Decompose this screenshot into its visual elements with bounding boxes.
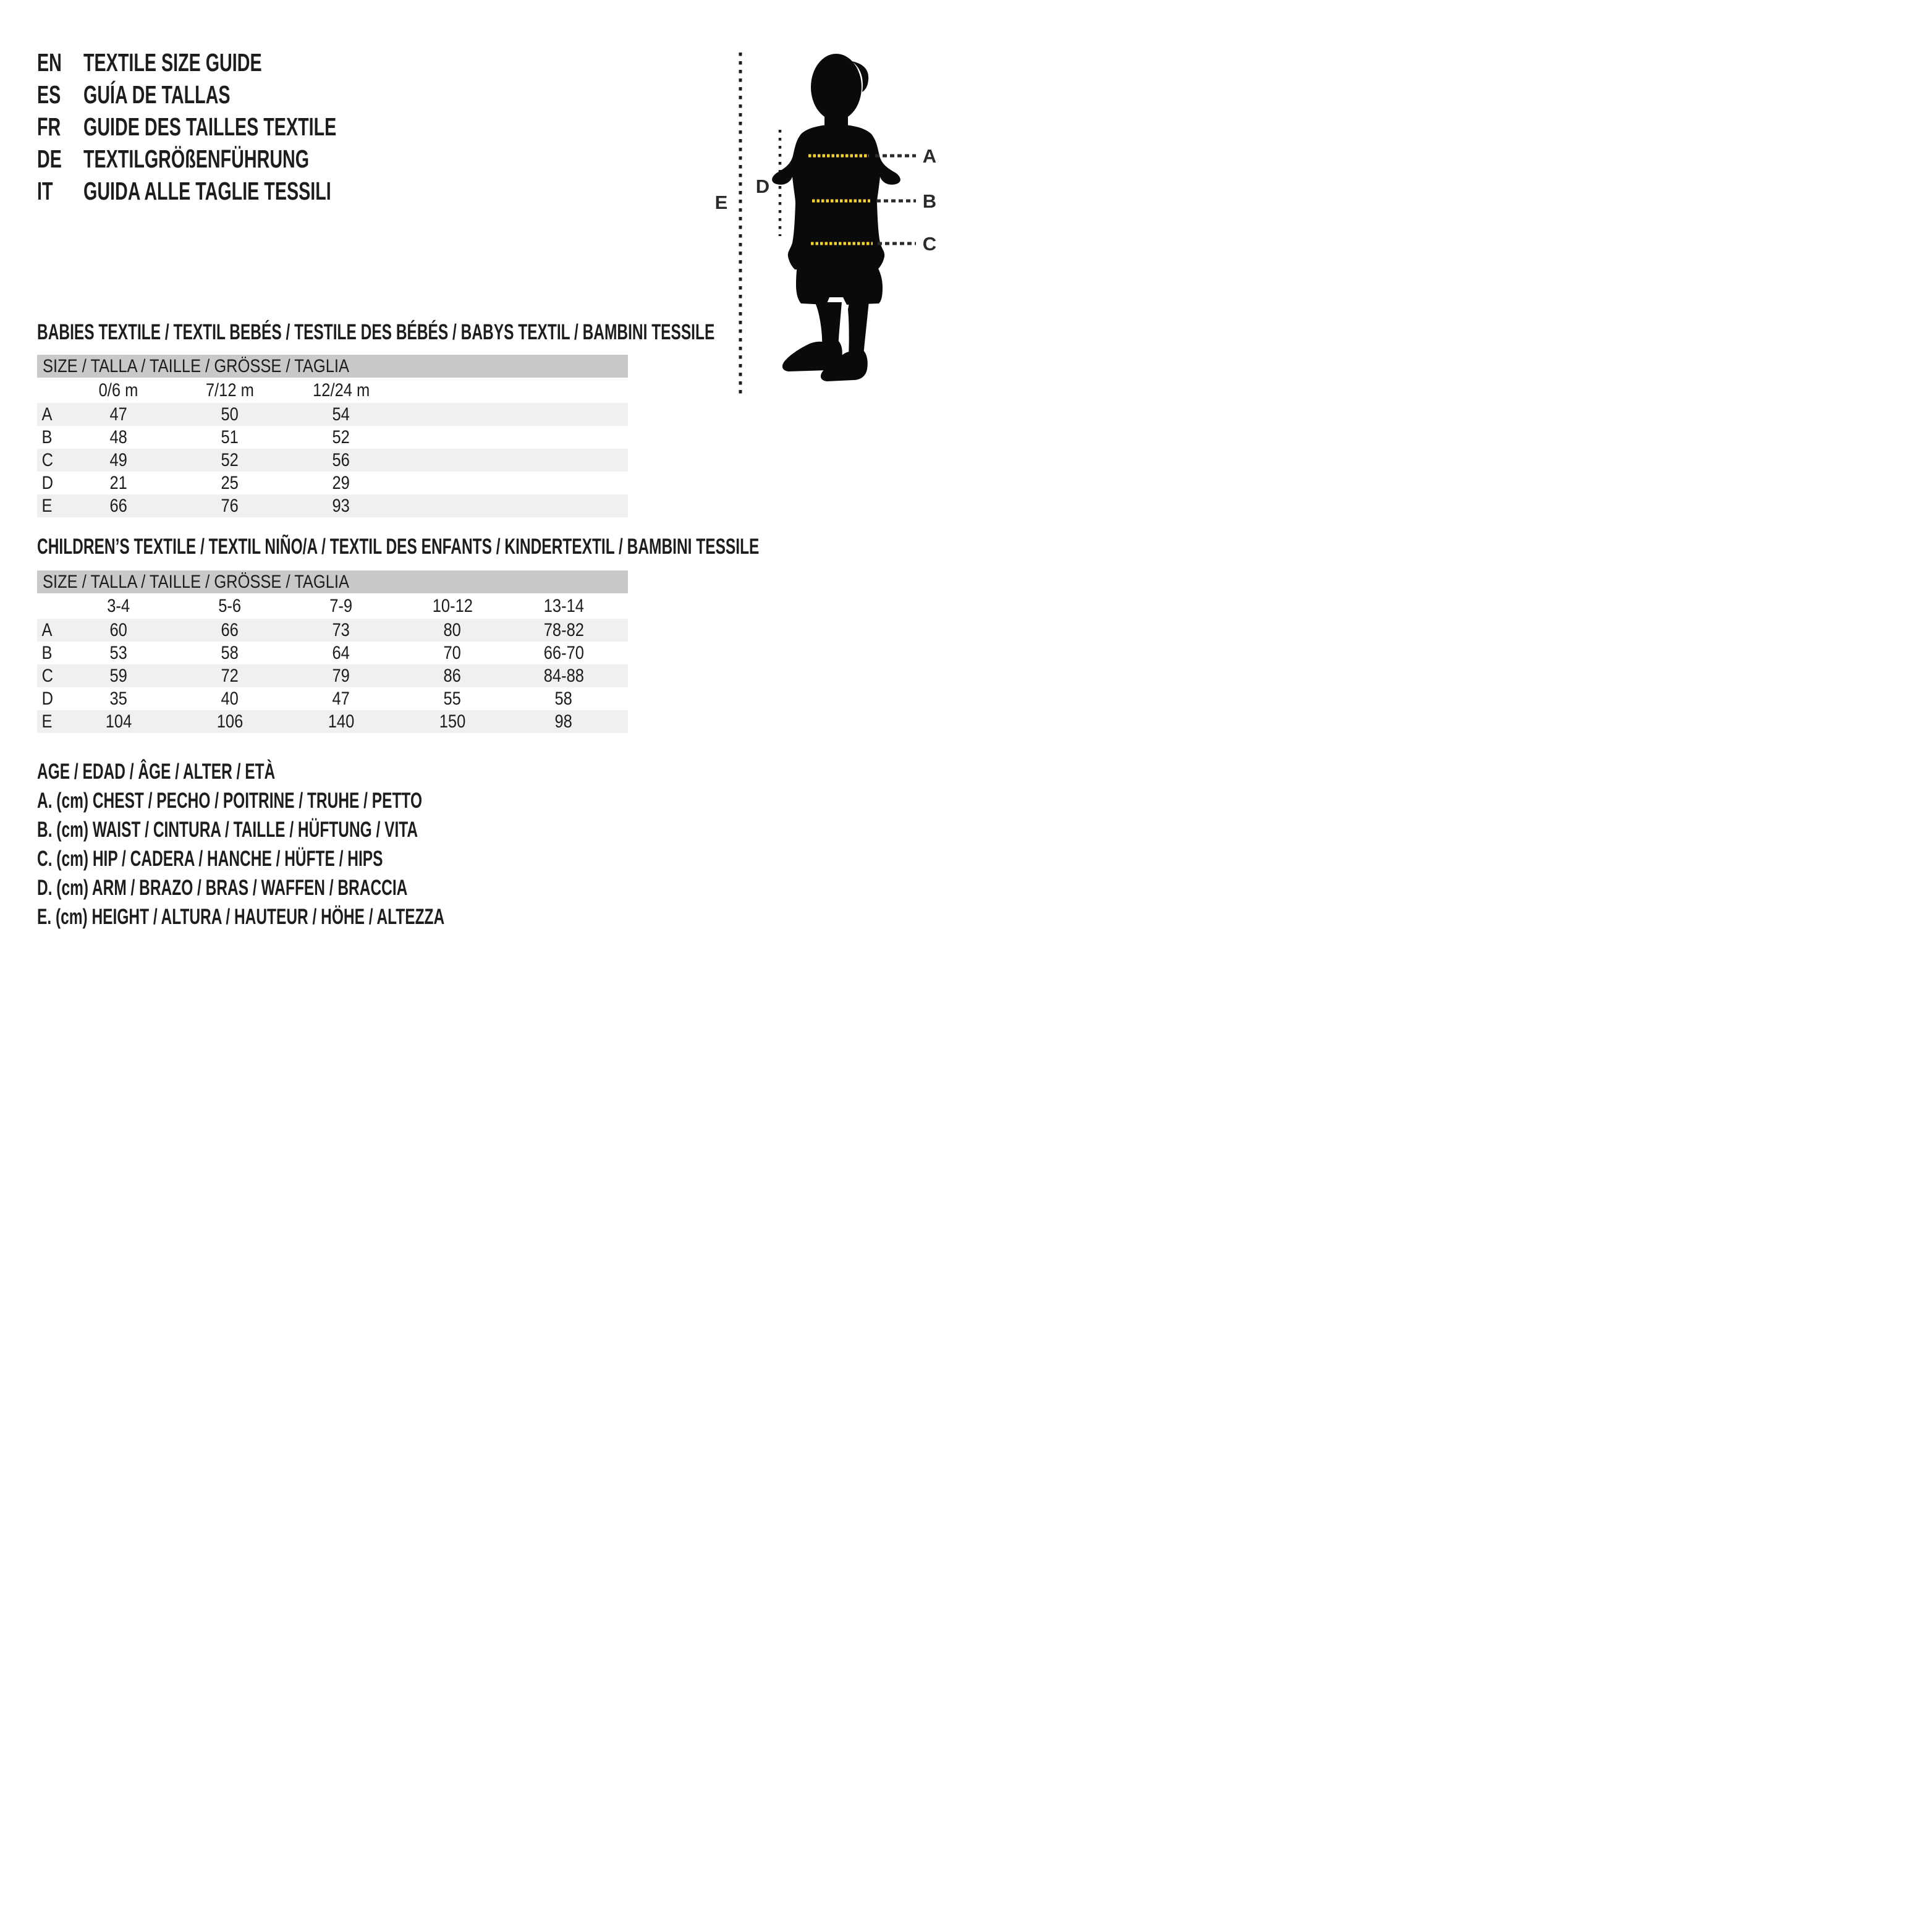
column-header: 10-12 — [432, 595, 473, 616]
lang-code: ES — [37, 80, 61, 109]
legend-arm-line: D. (cm) ARM / BRAZO / BRAS / WAFFEN / BRACCIA — [37, 876, 408, 900]
lang-title: GUÍA DE TALLAS — [83, 80, 231, 109]
silhouette-shorts — [796, 265, 883, 305]
value-cell: 70 — [443, 642, 462, 663]
column-header: 0/6 m — [99, 379, 138, 400]
value-cell: 52 — [332, 426, 350, 447]
lang-row-it — [37, 175, 445, 207]
label-d: D — [755, 176, 770, 197]
value-cell: 72 — [221, 665, 239, 686]
row-label: D — [41, 472, 54, 493]
value-cell: 49 — [109, 449, 128, 470]
column-header: 7/12 m — [206, 379, 254, 400]
legend-waist-line: B. (cm) WAIST / CINTURA / TAILLE / HÜFTUNG / VITA — [37, 818, 418, 842]
value-cell: 47 — [109, 404, 128, 425]
value-cell: 55 — [443, 688, 462, 709]
lang-code: DE — [37, 145, 62, 173]
language-title-block — [37, 46, 445, 207]
table-row — [37, 619, 628, 642]
label-b: B — [922, 190, 937, 212]
value-cell: 40 — [221, 688, 239, 709]
table-row — [37, 664, 628, 687]
row-label: C — [41, 449, 54, 470]
value-cell: 54 — [332, 404, 350, 425]
row-label: E — [41, 495, 53, 516]
value-cell: 66-70 — [543, 642, 584, 663]
lang-title: TEXTILGRÖßENFÜHRUNG — [83, 145, 310, 173]
value-cell: 48 — [109, 426, 128, 447]
lang-title: GUIDE DES TAILLES TEXTILE — [83, 112, 337, 141]
table-row — [37, 642, 628, 664]
children-size-header-bar: SIZE / TALLA / TAILLE / GRÖSSE / TAGLIA — [37, 570, 628, 593]
column-header: 12/24 m — [312, 379, 370, 400]
value-cell: 66 — [221, 619, 239, 640]
value-cell: 106 — [216, 711, 244, 732]
lang-code: FR — [37, 112, 61, 141]
value-cell: 93 — [332, 495, 350, 516]
lang-code: IT — [37, 177, 53, 205]
lang-row-es — [37, 78, 445, 111]
table-row — [37, 472, 628, 494]
value-cell: 78-82 — [543, 619, 584, 640]
children-section-title: CHILDREN’S TEXTILE / TEXTIL NIÑO/A / TEXTIL DES ENFANTS / KINDERTEXTIL / BAMBINI TESSILE — [37, 535, 760, 559]
lang-row-fr — [37, 111, 445, 143]
row-label: E — [41, 711, 53, 732]
value-cell: 84-88 — [543, 665, 584, 686]
babies-section-title: BABIES TEXTILE / TEXTIL BEBÉS / TESTILE DES BÉBÉS / BABYS TEXTIL / BAMBINI TESSILE — [37, 320, 715, 344]
value-cell: 60 — [109, 619, 128, 640]
value-cell: 98 — [554, 711, 573, 732]
lang-code: EN — [37, 48, 62, 77]
value-cell: 52 — [221, 449, 239, 470]
value-cell: 150 — [439, 711, 466, 732]
value-cell: 80 — [443, 619, 462, 640]
lang-row-en — [37, 46, 445, 78]
value-cell: 66 — [109, 495, 128, 516]
table-row — [37, 494, 628, 517]
children-size-table — [37, 570, 628, 733]
value-cell: 64 — [332, 642, 350, 663]
value-cell: 76 — [221, 495, 239, 516]
row-label: A — [41, 619, 53, 640]
lang-title: GUIDA ALLE TAGLIE TESSILI — [83, 177, 331, 205]
row-label: B — [41, 426, 53, 447]
label-c: C — [922, 233, 937, 255]
silhouette-shirt — [772, 124, 900, 269]
value-cell: 53 — [109, 642, 128, 663]
value-cell: 21 — [109, 472, 128, 493]
value-cell: 51 — [221, 426, 239, 447]
value-cell: 58 — [554, 688, 573, 709]
legend-height-line: E. (cm) HEIGHT / ALTURA / HAUTEUR / HÖHE / ALTEZZA — [37, 905, 445, 929]
lang-title: TEXTILE SIZE GUIDE — [83, 48, 262, 77]
label-a: A — [922, 145, 937, 167]
value-cell: 86 — [443, 665, 462, 686]
value-cell: 50 — [221, 404, 239, 425]
table-row — [37, 687, 628, 710]
column-header: 7-9 — [329, 595, 353, 616]
lang-row-de — [37, 143, 445, 175]
column-header: 5-6 — [218, 595, 242, 616]
children-column-header-row — [37, 593, 628, 619]
column-header: 3-4 — [107, 595, 130, 616]
value-cell: 25 — [221, 472, 239, 493]
size-measurement-figure — [705, 34, 966, 412]
value-cell: 47 — [332, 688, 350, 709]
value-cell: 73 — [332, 619, 350, 640]
value-cell: 104 — [105, 711, 132, 732]
table-row — [37, 426, 628, 449]
row-label: B — [41, 642, 53, 663]
table-row — [37, 710, 628, 733]
value-cell: 58 — [221, 642, 239, 663]
label-e: E — [714, 192, 728, 213]
row-label: D — [41, 688, 54, 709]
legend-chest-line: A. (cm) CHEST / PECHO / POITRINE / TRUHE / PETTO — [37, 789, 423, 813]
babies-size-header-bar: SIZE / TALLA / TAILLE / GRÖSSE / TAGLIA — [37, 355, 628, 378]
legend-age-line: AGE / EDAD / ÂGE / ALTER / ETÀ — [37, 760, 276, 784]
value-cell: 140 — [328, 711, 355, 732]
value-cell: 29 — [332, 472, 350, 493]
value-cell: 56 — [332, 449, 350, 470]
legend-hip-line: C. (cm) HIP / CADERA / HANCHE / HÜFTE / HIPS — [37, 847, 383, 871]
measurement-legend — [37, 757, 619, 931]
row-label: A — [41, 404, 53, 425]
babies-column-header-row — [37, 378, 628, 403]
value-cell: 59 — [109, 665, 128, 686]
table-row — [37, 449, 628, 472]
column-header: 13-14 — [543, 595, 584, 616]
value-cell: 79 — [332, 665, 350, 686]
babies-size-table — [37, 355, 628, 517]
value-cell: 35 — [109, 688, 128, 709]
row-label: C — [41, 665, 54, 686]
table-row — [37, 403, 628, 426]
